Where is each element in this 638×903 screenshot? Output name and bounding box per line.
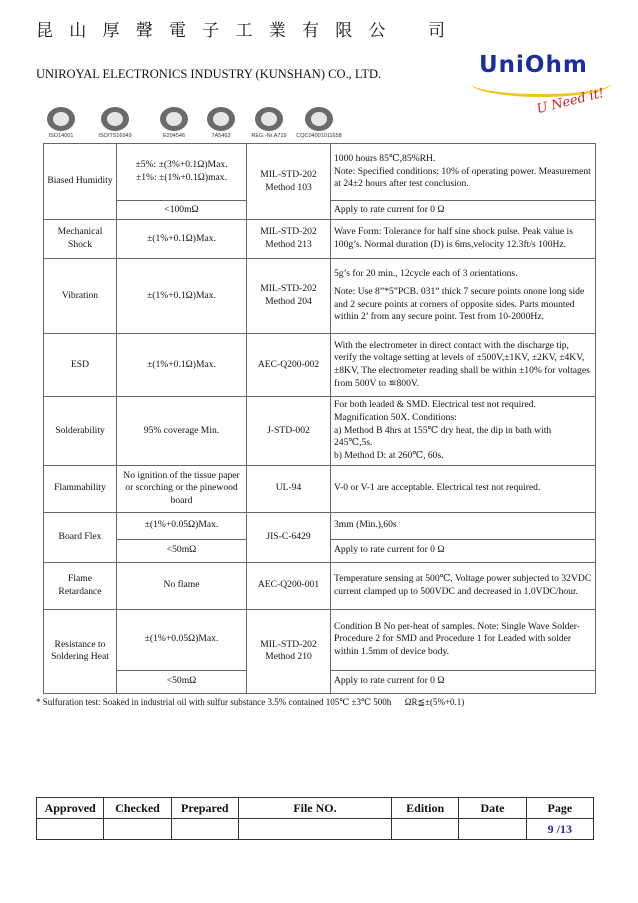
condition-cell: Condition B No per-heat of samples. Note: Single Wave Solder-Procedure 2 for SMD and Procedure 1 for Leaded with solder within 1.5mm of device body. <box>331 609 596 670</box>
table-row <box>44 512 596 539</box>
approved-value <box>37 819 104 840</box>
method-cell: MIL-STD-202 Method 213 <box>247 220 331 259</box>
requirement-cell: ±(1%+0.1Ω)Max. <box>117 259 247 334</box>
requirement-cell: ±5%: ±(3%+0.1Ω)Max. ±1%: ±(1%+0.1Ω)max. <box>117 144 247 201</box>
table-row <box>44 465 596 512</box>
approval-value-row <box>37 819 594 840</box>
method-cell: MIL-STD-202 Method 103 <box>247 144 331 220</box>
cert-iso14001-icon: ISO14001 <box>36 107 86 139</box>
condition-cell: Apply to rate current for 0 Ω <box>331 539 596 562</box>
approval-header-row <box>37 798 594 819</box>
condition-line: Note: Use 8”*5”PCB. 031” thick 7 secure points onone long side and 2 secure points at corners of opposite sides. Parts mounted within 2’ from any secure point. Test from 10-2000Hz. <box>334 285 585 323</box>
cert-ul-icon: E204546 <box>149 107 199 139</box>
condition-line: 5g’s for 20 min., 12cycle each of 3 orientations. <box>334 268 518 279</box>
item-cell: Vibration <box>44 259 117 334</box>
file-no-value <box>238 819 391 840</box>
table-row <box>44 334 596 397</box>
method-cell: JIS-C-6429 <box>247 512 331 562</box>
prepared-value <box>171 819 238 840</box>
page-number: 9 /13 <box>526 819 593 840</box>
prepared-header: Prepared <box>171 798 238 819</box>
cert-cqc-icon: CQC04001011658 <box>294 107 344 139</box>
requirement-cell: 95% coverage Min. <box>117 397 247 466</box>
table-row <box>44 609 596 670</box>
company-name-english: UNIROYAL ELECTRONICS INDUSTRY (KUNSHAN) CO., LTD. <box>36 67 382 81</box>
cert-vde-icon: REG.-Nr.A719 <box>244 107 294 139</box>
condition-cell: V-0 or V-1 are acceptable. Electrical test not required. <box>331 465 596 512</box>
item-cell: Mechanical Shock <box>44 220 117 259</box>
condition-cell: With the electrometer in direct contact with the discharge tip, verify the voltage setting at levels of ±500V,±1KV, ±2KV, ±4KV, ±8KV, The electrometer reading shall be within ±10% for voltages from 500V to ≌800V. <box>331 334 596 397</box>
table-row <box>44 562 596 609</box>
checked-header: Checked <box>104 798 171 819</box>
uniohm-logo <box>461 42 613 132</box>
sulfuration-footnote: * Sulfuration test: Soaked in industrial oil with sulfur substance 3.5% contained 105℃ ±3℃ 500h ΩR≦±(5%+0.1) <box>36 697 465 707</box>
item-cell: Flammability <box>44 465 117 512</box>
condition-cell: For both leaded & SMD. Electrical test not required. Magnification 50X. Conditions: a) Method B 4hrs at 155℃ dry heat, the dip in bath with 245℃,5s. b) Method D: at 260℃, 60s. <box>331 397 596 466</box>
item-cell: ESD <box>44 334 117 397</box>
company-name-chinese: 昆 山 厚 聲 電 子 工 業 有 限 公 <box>36 21 392 40</box>
file-no-header: File NO. <box>238 798 391 819</box>
date-value <box>459 819 526 840</box>
test-spec-table <box>43 143 596 694</box>
condition-cell: Wave Form: Tolerance for half sine shock pulse. Peak value is 100g’s. Normal duration (D) is 6ms,velocity 12.3ft/s 100Hz. <box>331 220 596 259</box>
item-cell: Biased Humidity <box>44 144 117 220</box>
cert-cul-icon: 7A5463 <box>196 107 246 139</box>
method-cell: UL-94 <box>247 465 331 512</box>
edition-header: Edition <box>391 798 458 819</box>
condition-cell: 3mm (Min.),60s <box>331 512 596 539</box>
requirement-cell: No flame <box>117 562 247 609</box>
requirement-cell: No ignition of the tissue paper or scorching or the pinewood board <box>117 465 247 512</box>
requirement-cell: <50mΩ <box>117 670 247 693</box>
method-cell: J-STD-002 <box>247 397 331 466</box>
table-row <box>44 144 596 201</box>
method-cell: AEC-Q200-002 <box>247 334 331 397</box>
condition-cell: Apply to rate current for 0 Ω <box>331 670 596 693</box>
edition-value <box>391 819 458 840</box>
requirement-cell: <50mΩ <box>117 539 247 562</box>
method-cell: MIL-STD-202 Method 210 <box>247 609 331 693</box>
item-cell: Flame Retardance <box>44 562 117 609</box>
condition-cell <box>331 259 596 334</box>
company-name-chinese-end: 司 <box>428 21 445 40</box>
requirement-cell: ±(1%+0.05Ω)Max. <box>117 512 247 539</box>
cert-ts16949-icon: ISO/TS16949 <box>90 107 140 139</box>
item-cell: Resistance to Soldering Heat <box>44 609 117 693</box>
condition-cell: Temperature sensing at 500℃, Voltage power subjected to 32VDC current clamped up to 500VDC and decreased in 1.0VDC/hour. <box>331 562 596 609</box>
requirement-cell: ±(1%+0.05Ω)Max. <box>117 609 247 670</box>
table-row <box>44 259 596 334</box>
checked-value <box>104 819 171 840</box>
requirement-cell: ±(1%+0.1Ω)Max. <box>117 334 247 397</box>
approval-table <box>36 797 594 840</box>
method-cell: AEC-Q200-001 <box>247 562 331 609</box>
logo-slogan: U Need it! <box>535 85 606 118</box>
item-cell: Board Flex <box>44 512 117 562</box>
requirement-cell: ±(1%+0.1Ω)Max. <box>117 220 247 259</box>
logo-brand-text: UniOhm <box>479 52 588 78</box>
requirement-cell: <100mΩ <box>117 201 247 220</box>
table-row <box>44 220 596 259</box>
approved-header: Approved <box>37 798 104 819</box>
table-row <box>44 397 596 466</box>
condition-cell: Apply to rate current for 0 Ω <box>331 201 596 220</box>
date-header: Date <box>459 798 526 819</box>
method-cell: MIL-STD-202 Method 204 <box>247 259 331 334</box>
item-cell: Solderability <box>44 397 117 466</box>
certification-logos <box>36 107 456 139</box>
page-header: Page <box>526 798 593 819</box>
document-header <box>36 12 606 144</box>
condition-cell: 1000 hours 85℃,85%RH. Note: Specified conditions: 10% of operating power. Measurement at 24±2 hours after test conclusion. <box>331 144 596 201</box>
